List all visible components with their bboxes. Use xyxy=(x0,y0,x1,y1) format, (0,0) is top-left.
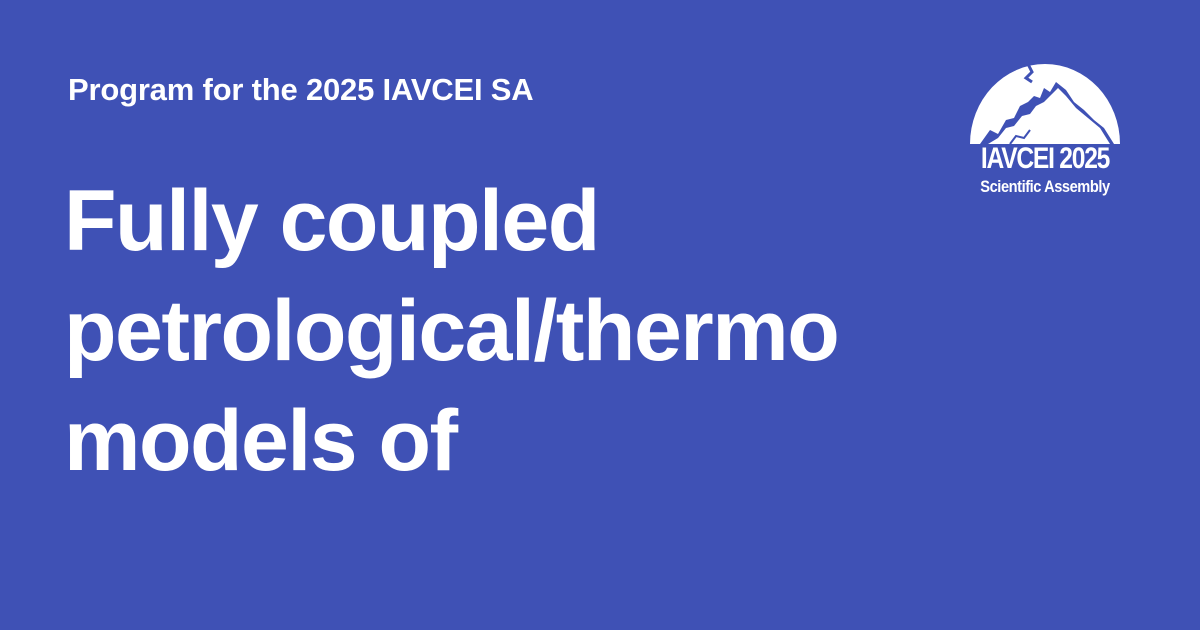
talk-title-line-1: Fully coupled xyxy=(64,173,599,269)
program-kicker: Program for the 2025 IAVCEI SA xyxy=(68,72,534,107)
talk-title xyxy=(64,166,924,496)
iavcei-logo xyxy=(960,58,1130,208)
volcano-dome-icon xyxy=(970,58,1120,144)
logo-name: IAVCEI 2025 xyxy=(980,142,1110,175)
talk-title-line-3: models of xyxy=(64,393,457,489)
talk-title-line-2: petrological/thermo xyxy=(64,283,839,379)
logo-subtitle: Scientific Assembly xyxy=(980,177,1110,196)
